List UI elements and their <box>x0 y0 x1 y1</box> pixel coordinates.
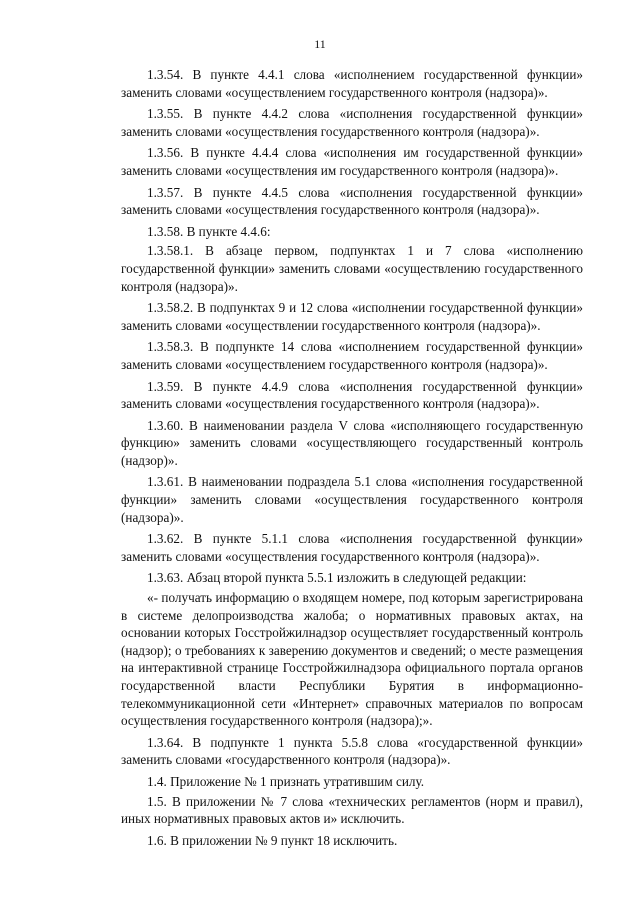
paragraph-1-3-54: 1.3.54. В пункте 4.4.1 слова «исполнением государственной функции» заменить словами «осуществлением государственного контроля (надзора)». <box>121 67 583 100</box>
paragraph-1-3-61: 1.3.61. В наименовании подраздела 5.1 слова «исполнения государственной функции» заменить словами «осуществления государственного контроля (надзора)». <box>121 474 583 525</box>
paragraph-1-3-58-1: 1.3.58.1. В абзаце первом, подпунктах 1 и 7 слова «исполнению государственной функции» заменить словами «осуществлению государственного контроля (надзора)». <box>121 243 583 294</box>
paragraph-quoted-text: «- получать информацию о входящем номере, под которым зарегистрирована в системе делопроизводства жалоба; о нормативных правовых актах, на основании которых Госстройжилнадзор осуществляет государственный контроль (надзор); о требованиях к заверению документов и сведений; о месте размещения на интерактивной странице Госстройжилнадзора официального портала органов государственной власти Республики Бурятия в информационно-телекоммуникационной сети «Интернет» справочных материалов по вопросам осуществления государственного контроля (надзора);». <box>121 590 583 729</box>
paragraph-1-3-63: 1.3.63. Абзац второй пункта 5.5.1 изложить в следующей редакции: <box>147 570 527 586</box>
paragraph-1-3-55: 1.3.55. В пункте 4.4.2 слова «исполнения государственной функции» заменить словами «осуществления государственного контроля (надзора)». <box>121 106 583 139</box>
paragraph-1-3-58-2: 1.3.58.2. В подпунктах 9 и 12 слова «исполнении государственной функции» заменить словами «осуществлении государственного контроля (надзора)». <box>121 300 583 333</box>
paragraph-1-3-60: 1.3.60. В наименовании раздела V слова «исполняющего государственную функцию» заменить словами «осуществляющего государственный контроль (надзор)». <box>121 417 583 468</box>
paragraph-1-4: 1.4. Приложение № 1 признать утратившим силу. <box>147 773 425 789</box>
paragraph-1-3-59: 1.3.59. В пункте 4.4.9 слова «исполнения государственной функции» заменить словами «осуществления государственного контроля (надзора)». <box>121 378 583 412</box>
paragraph-1-3-62: 1.3.62. В пункте 5.1.1 слова «исполнения государственной функции» заменить словами «осуществления государственного контроля (надзора)». <box>121 531 583 564</box>
document-body <box>121 66 583 853</box>
paragraph-1-3-58-3: 1.3.58.3. В подпункте 14 слова «исполнением государственной функции» заменить словами «осуществлением государственного контроля (надзора)». <box>121 339 583 372</box>
paragraph-1-3-56: 1.3.56. В пункте 4.4.4 слова «исполнения им государственной функции» заменить словами «осуществления им государственного контроля (надзора)». <box>121 145 583 178</box>
paragraph-1-3-58: 1.3.58. В пункте 4.4.6: <box>147 223 271 239</box>
paragraph-1-5: 1.5. В приложении № 7 слова «технических регламентов (норм и правил), иных нормативных правовых актов и» исключить. <box>121 793 583 827</box>
paragraph-1-3-64: 1.3.64. В подпункте 1 пункта 5.5.8 слова «государственной функции» заменить словами «государственного контроля (надзора)». <box>121 734 583 768</box>
paragraph-1-3-57: 1.3.57. В пункте 4.4.5 слова «исполнения государственной функции» заменить словами «осуществления государственного контроля (надзора)». <box>121 184 583 218</box>
page-number: 11 <box>314 37 326 51</box>
paragraph-1-6: 1.6. В приложении № 9 пункт 18 исключить. <box>147 832 398 848</box>
